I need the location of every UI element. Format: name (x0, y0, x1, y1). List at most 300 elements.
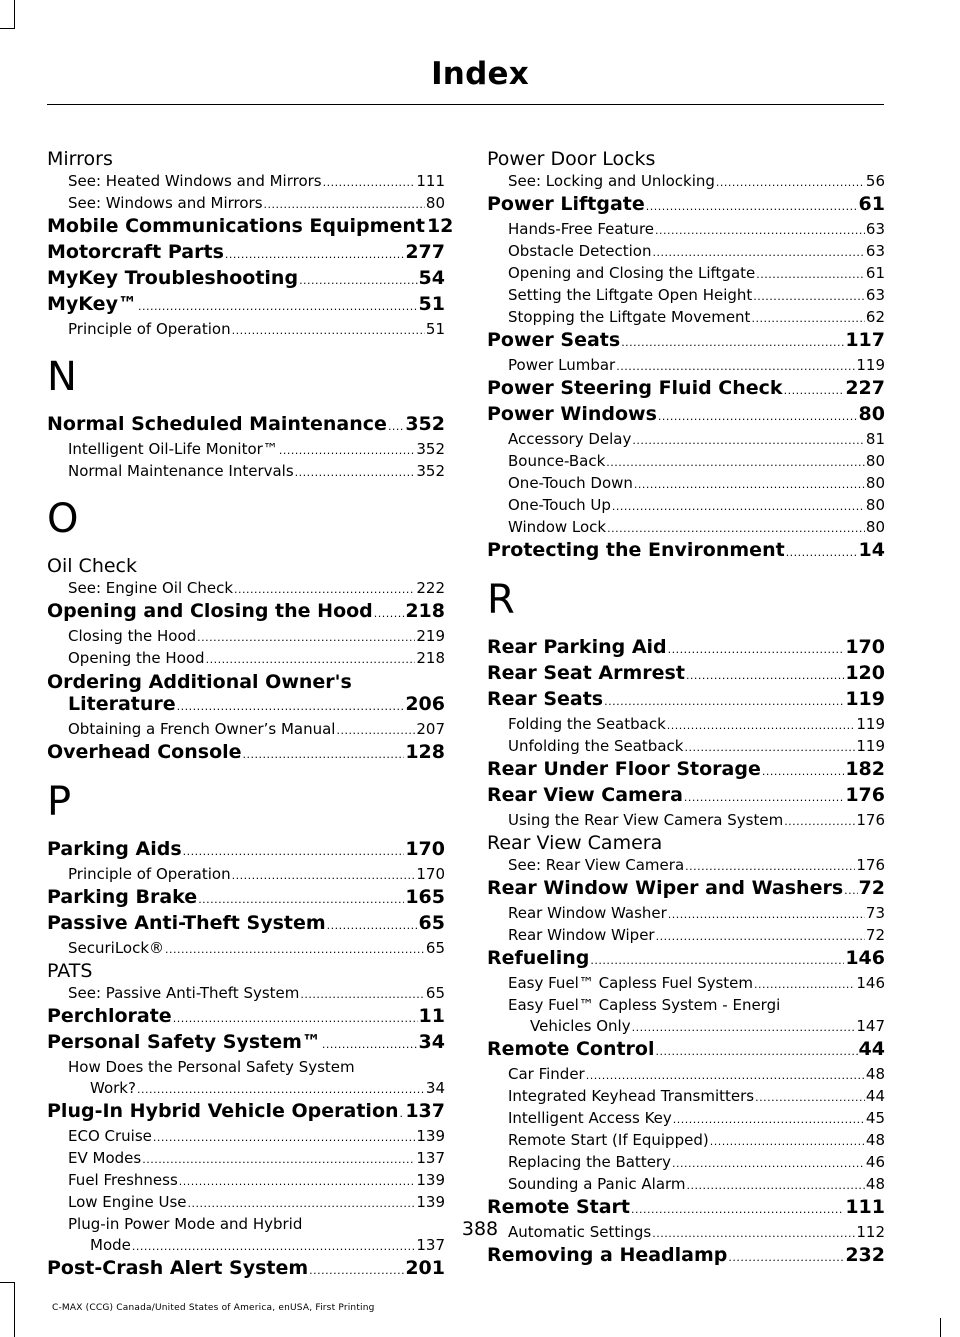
index-term: Bounce-Back (508, 452, 606, 470)
page-ref: 80 (865, 474, 885, 492)
index-subentry (47, 1148, 445, 1170)
index-term: Oil Check (47, 555, 137, 577)
index-subentry (487, 429, 885, 451)
index-entry (47, 838, 445, 863)
section-letter: P (47, 779, 72, 825)
index-subentry (47, 439, 445, 461)
dot-leader (632, 1017, 856, 1038)
index-subentry (487, 1086, 885, 1108)
index-term: Power Lumbar (508, 356, 616, 374)
dot-leader (232, 865, 416, 886)
section-letter: O (47, 496, 79, 542)
index-term: One-Touch Up (508, 496, 611, 514)
page-ref: 112 (856, 1223, 885, 1241)
index-subentry (487, 495, 885, 517)
index-subentry (47, 1170, 445, 1192)
index-subentry (47, 319, 445, 341)
page-ref: 227 (845, 377, 885, 399)
index-term: See: Engine Oil Check (68, 579, 234, 597)
page-ref: 111 (416, 172, 445, 190)
index-term: MyKey™ (47, 293, 137, 315)
index-term: Power Liftgate (487, 193, 645, 215)
index-term: Power Door Locks (487, 148, 656, 170)
index-entry (47, 413, 445, 438)
page-ref: 139 (416, 1171, 445, 1189)
dot-leader (784, 380, 845, 402)
index-entry (487, 758, 885, 783)
index-subentry (487, 714, 885, 736)
dot-leader (165, 939, 425, 960)
index-term: Opening and Closing the Hood (47, 600, 373, 622)
page-ref: 44 (865, 1087, 885, 1105)
dot-leader (656, 926, 865, 947)
dot-leader (225, 244, 404, 266)
index-term: Obstacle Detection (508, 242, 652, 260)
index-subentry (487, 241, 885, 263)
page-ref: 80 (865, 496, 885, 514)
page-ref: 119 (856, 737, 885, 755)
index-subentry (47, 1057, 445, 1100)
dot-leader (206, 649, 416, 670)
section-letter: N (47, 354, 77, 400)
index-subentry (47, 626, 445, 648)
index-entry (487, 636, 885, 661)
page-ref: 176 (856, 856, 885, 874)
index-term: Removing a Headlamp (487, 1244, 728, 1266)
index-subentry (487, 1108, 885, 1130)
page-ref: 81 (865, 430, 885, 448)
page-ref: 63 (865, 242, 885, 260)
dot-leader (137, 1079, 425, 1100)
index-subentry (47, 648, 445, 670)
index-term: Mode (90, 1236, 131, 1254)
page-ref: 182 (845, 758, 885, 780)
index-term: PATS (47, 960, 93, 982)
page-ref: 137 (416, 1236, 445, 1254)
page-ref: 63 (865, 286, 885, 304)
dot-leader (153, 1127, 415, 1148)
index-entry (487, 877, 885, 902)
index-term: Parking Brake (47, 886, 198, 908)
index-term: Window Lock (508, 518, 607, 536)
index-term: Obtaining a French Owner’s Manual (68, 720, 336, 738)
dot-leader (656, 1041, 858, 1063)
dot-leader (668, 904, 865, 925)
page-ref: 12 (426, 215, 454, 237)
index-term: Personal Safety System™ (47, 1031, 321, 1053)
dot-leader (646, 196, 858, 218)
page-ref: 119 (845, 688, 885, 710)
index-term: See: Locking and Unlocking (508, 172, 715, 190)
page-ref: 218 (416, 649, 445, 667)
dot-leader (685, 856, 855, 877)
index-subentry (487, 355, 885, 377)
dot-leader (388, 416, 404, 438)
dot-leader (616, 356, 855, 377)
index-term: Rear Seats (487, 688, 604, 710)
index-subentry (47, 864, 445, 886)
page-ref: 11 (418, 1005, 445, 1027)
dot-leader (295, 462, 416, 483)
index-entry (47, 555, 445, 577)
page-ref: 111 (845, 1196, 885, 1218)
index-entry (47, 960, 445, 982)
index-entry (487, 832, 885, 854)
index-term: Remote Start (If Equipped) (508, 1131, 709, 1149)
page-ref: 61 (865, 264, 885, 282)
index-subentry (487, 995, 885, 1038)
dot-leader (710, 1131, 865, 1152)
index-subentry (487, 1152, 885, 1174)
index-term: Car Finder (508, 1065, 585, 1083)
index-term: Overhead Console (47, 741, 242, 763)
page-ref: 14 (858, 539, 885, 561)
page-ref: 80 (865, 518, 885, 536)
dot-leader (323, 172, 416, 193)
page-ref: 219 (416, 627, 445, 645)
page-ref: 352 (416, 440, 445, 458)
page-ref: 63 (865, 220, 885, 238)
index-subentry (487, 1174, 885, 1196)
page-ref: 80 (425, 194, 445, 212)
index-term: Remote Control (487, 1038, 655, 1060)
index-entry (487, 688, 885, 713)
dot-leader (753, 286, 865, 307)
dot-leader (668, 639, 845, 661)
page-ref: 48 (865, 1175, 885, 1193)
see-reference (47, 193, 445, 215)
index-entry (47, 267, 445, 292)
index-term: Easy Fuel™ Capless Fuel System (508, 974, 754, 992)
dot-leader (300, 984, 425, 1005)
dot-leader (309, 1260, 404, 1282)
page-ref: 170 (845, 636, 885, 658)
index-term: Literature (68, 693, 176, 715)
page-ref: 222 (416, 579, 445, 597)
dot-leader (336, 720, 415, 741)
index-column-left (47, 148, 454, 1283)
index-term: Opening the Hood (68, 649, 205, 667)
crop-mark-bottom-left-horizontal (0, 1282, 15, 1283)
index-term: SecuriLock® (68, 939, 165, 957)
index-entry (47, 741, 445, 766)
index-term: Vehicles Only (530, 1017, 631, 1035)
dot-leader (621, 332, 844, 354)
dot-leader (844, 880, 857, 902)
dot-leader (653, 242, 865, 263)
page-ref: 65 (425, 984, 445, 1002)
page-ref: 45 (865, 1109, 885, 1127)
dot-leader (672, 1153, 865, 1174)
index-term: Principle of Operation (68, 320, 231, 338)
index-term: Principle of Operation (68, 865, 231, 883)
dot-leader (612, 496, 865, 517)
index-term: One-Touch Down (508, 474, 633, 492)
index-term: Normal Scheduled Maintenance (47, 413, 387, 435)
page-ref: 51 (418, 293, 445, 315)
index-term: Mobile Communications Equipment (47, 215, 425, 237)
page-ref: 65 (418, 912, 445, 934)
page-ref: 120 (845, 662, 885, 684)
page-ref: 170 (405, 838, 445, 860)
page-ref: 54 (418, 267, 445, 289)
index-subentry (487, 736, 885, 758)
page-ref: 44 (858, 1038, 885, 1060)
crop-mark-bottom-right-vertical (940, 1318, 941, 1337)
page-ref: 80 (865, 452, 885, 470)
index-subentry (487, 219, 885, 241)
index-term: Rear Seat Armrest (487, 662, 685, 684)
page-ref: 51 (425, 320, 445, 338)
index-term: Unfolding the Seatback (508, 737, 684, 755)
index-subentry (487, 451, 885, 473)
dot-leader (264, 194, 425, 215)
index-term: Folding the Seatback (508, 715, 666, 733)
dot-leader (606, 452, 865, 473)
page-ref: 137 (416, 1149, 445, 1167)
index-term: Motorcraft Parts (47, 241, 224, 263)
dot-leader (786, 542, 858, 564)
index-term: Integrated Keyhead Transmitters (508, 1087, 755, 1105)
index-term: Hands-Free Feature (508, 220, 655, 238)
index-entry (487, 148, 885, 170)
dot-leader (655, 220, 865, 241)
index-term: MyKey Troubleshooting (47, 267, 299, 289)
index-term: Post-Crash Alert System (47, 1257, 309, 1279)
index-term: Mirrors (47, 148, 113, 170)
page-ref: 146 (856, 974, 885, 992)
index-term: Closing the Hood (68, 627, 197, 645)
see-reference (487, 171, 885, 193)
index-term: Remote Start (487, 1196, 630, 1218)
dot-leader (632, 430, 865, 451)
index-term: See: Windows and Mirrors (68, 194, 263, 212)
page-number: 388 (461, 1218, 499, 1240)
dot-leader (687, 1175, 865, 1196)
dot-leader (177, 696, 405, 718)
crop-mark-top-left-horizontal (0, 28, 15, 29)
index-entry (487, 403, 885, 428)
index-term: Sounding a Panic Alarm (508, 1175, 686, 1193)
page-ref: 73 (865, 904, 885, 922)
index-term: Fuel Freshness (68, 1171, 178, 1189)
dot-leader (197, 627, 415, 648)
index-entry (47, 241, 445, 266)
page-ref: 206 (405, 693, 445, 715)
dot-leader (400, 1103, 405, 1125)
index-entry (47, 600, 445, 625)
index-term: EV Modes (68, 1149, 142, 1167)
index-subentry (487, 1064, 885, 1086)
index-term: Normal Maintenance Intervals (68, 462, 294, 480)
page-ref: 176 (845, 784, 885, 806)
page-ref: 128 (405, 741, 445, 763)
dot-leader (179, 1171, 416, 1192)
page-ref: 201 (405, 1257, 445, 1279)
dot-leader (234, 579, 415, 600)
index-term: Rear Window Wiper and Washers (487, 877, 844, 899)
index-subentry (487, 285, 885, 307)
index-subentry (487, 1130, 885, 1152)
index-entry (47, 1100, 445, 1125)
index-entry (487, 784, 885, 809)
dot-leader (684, 787, 844, 809)
index-term: Power Steering Fluid Check (487, 377, 783, 399)
index-entry (487, 662, 885, 687)
index-term: Rear Window Washer (508, 904, 667, 922)
page-ref: 146 (845, 947, 885, 969)
dot-leader (686, 665, 844, 687)
index-subentry (487, 473, 885, 495)
header-rule (47, 104, 884, 105)
section-letter: R (487, 577, 515, 623)
dot-leader (762, 761, 844, 783)
index-entry (487, 377, 885, 402)
index-term: Ordering Additional Owner's (47, 671, 352, 693)
page-ref: 119 (856, 715, 885, 733)
index-term: ECO Cruise (68, 1127, 152, 1145)
dot-leader (243, 744, 405, 766)
dot-leader (586, 1065, 865, 1086)
index-entry (47, 912, 445, 937)
dot-leader (232, 320, 425, 341)
page-ref: 170 (416, 865, 445, 883)
index-term: Automatic Settings (508, 1223, 652, 1241)
dot-leader (756, 264, 865, 285)
dot-leader (754, 974, 855, 995)
index-subentry (487, 307, 885, 329)
dot-leader (138, 296, 418, 318)
page-title: Index (431, 56, 529, 92)
dot-leader (183, 841, 405, 863)
index-term: Intelligent Access Key (508, 1109, 672, 1127)
dot-leader (667, 715, 856, 736)
page-ref: 48 (865, 1065, 885, 1083)
index-entry (487, 1244, 885, 1269)
index-term: Rear View Camera (487, 784, 683, 806)
index-term: Accessory Delay (508, 430, 632, 448)
index-term: Setting the Liftgate Open Height (508, 286, 753, 304)
page-ref: 80 (858, 403, 885, 425)
page-ref: 137 (405, 1100, 445, 1122)
page-ref: 352 (416, 462, 445, 480)
page-ref: 352 (405, 413, 445, 435)
index-entry (47, 148, 445, 170)
index-entry (487, 947, 885, 972)
index-term: Plug-in Power Mode and Hybrid (68, 1215, 303, 1233)
page-ref: 56 (865, 172, 885, 190)
index-term: Intelligent Oil-Life Monitor™ (68, 440, 278, 458)
index-subentry (487, 973, 885, 995)
index-entry (487, 1038, 885, 1063)
index-term: How Does the Personal Safety System (68, 1058, 355, 1076)
index-term: Rear Parking Aid (487, 636, 667, 658)
dot-leader (604, 691, 844, 713)
dot-leader (198, 889, 404, 911)
index-term: Parking Aids (47, 838, 182, 860)
page-ref: 207 (416, 720, 445, 738)
dot-leader (590, 950, 844, 972)
footer-text: C-MAX (CCG) Canada/United States of America, enUSA, First Printing (52, 1303, 375, 1313)
index-subentry (487, 903, 885, 925)
page-ref: 139 (416, 1127, 445, 1145)
see-reference (487, 855, 885, 877)
page-ref: 165 (405, 886, 445, 908)
index-entry (47, 215, 454, 240)
index-term: Easy Fuel™ Capless System - Energi (508, 996, 781, 1014)
index-entry (47, 1257, 445, 1282)
crop-mark-bottom-left-vertical (14, 1282, 15, 1337)
page-ref: 147 (856, 1017, 885, 1035)
page-ref: 218 (405, 600, 445, 622)
dot-leader (634, 474, 865, 495)
index-subentry (487, 925, 885, 947)
dot-leader (673, 1109, 865, 1130)
index-entry (487, 539, 885, 564)
index-term: Plug-In Hybrid Vehicle Operation (47, 1100, 399, 1122)
index-subentry (487, 810, 885, 832)
dot-leader (755, 1087, 865, 1108)
page-ref: 277 (405, 241, 445, 263)
dot-leader (327, 915, 418, 937)
index-entry (47, 1005, 445, 1030)
index-term: Protecting the Environment (487, 539, 785, 561)
index-term: Work? (90, 1079, 136, 1097)
page-ref: 46 (865, 1153, 885, 1171)
index-term: Using the Rear View Camera System (508, 811, 784, 829)
index-entry (487, 193, 885, 218)
index-entry (487, 329, 885, 354)
index-subentry (487, 263, 885, 285)
index-term: Rear View Camera (487, 832, 663, 854)
dot-leader (279, 440, 416, 461)
page-ref: 119 (856, 356, 885, 374)
page-ref: 65 (425, 939, 445, 957)
dot-leader (784, 811, 855, 832)
dot-leader (607, 518, 865, 539)
dot-leader (374, 603, 405, 625)
index-term: Replacing the Battery (508, 1153, 671, 1171)
index-subentry (47, 719, 445, 741)
page-ref: 117 (845, 329, 885, 351)
page-ref: 34 (425, 1079, 445, 1097)
index-term: Perchlorate (47, 1005, 172, 1027)
index-column-right (487, 148, 885, 1270)
dot-leader (728, 1247, 844, 1269)
index-term: Stopping the Liftgate Movement (508, 308, 751, 326)
index-term: Low Engine Use (68, 1193, 187, 1211)
index-subentry (47, 461, 445, 483)
page-ref: 72 (858, 877, 885, 899)
dot-leader (299, 270, 417, 292)
page-ref: 72 (865, 926, 885, 944)
index-entry (47, 670, 445, 718)
page-ref: 34 (418, 1031, 445, 1053)
index-term: Passive Anti-Theft System (47, 912, 326, 934)
page-ref: 62 (865, 308, 885, 326)
index-term: Refueling (487, 947, 590, 969)
dot-leader (142, 1149, 415, 1170)
page-ref: 61 (858, 193, 885, 215)
index-term: See: Heated Windows and Mirrors (68, 172, 322, 190)
index-entry (47, 886, 445, 911)
index-term: Power Seats (487, 329, 621, 351)
dot-leader (173, 1008, 418, 1030)
index-term: Rear Under Floor Storage (487, 758, 761, 780)
dot-leader (322, 1034, 418, 1056)
index-term: Opening and Closing the Liftgate (508, 264, 756, 282)
index-term: See: Rear View Camera (508, 856, 685, 874)
